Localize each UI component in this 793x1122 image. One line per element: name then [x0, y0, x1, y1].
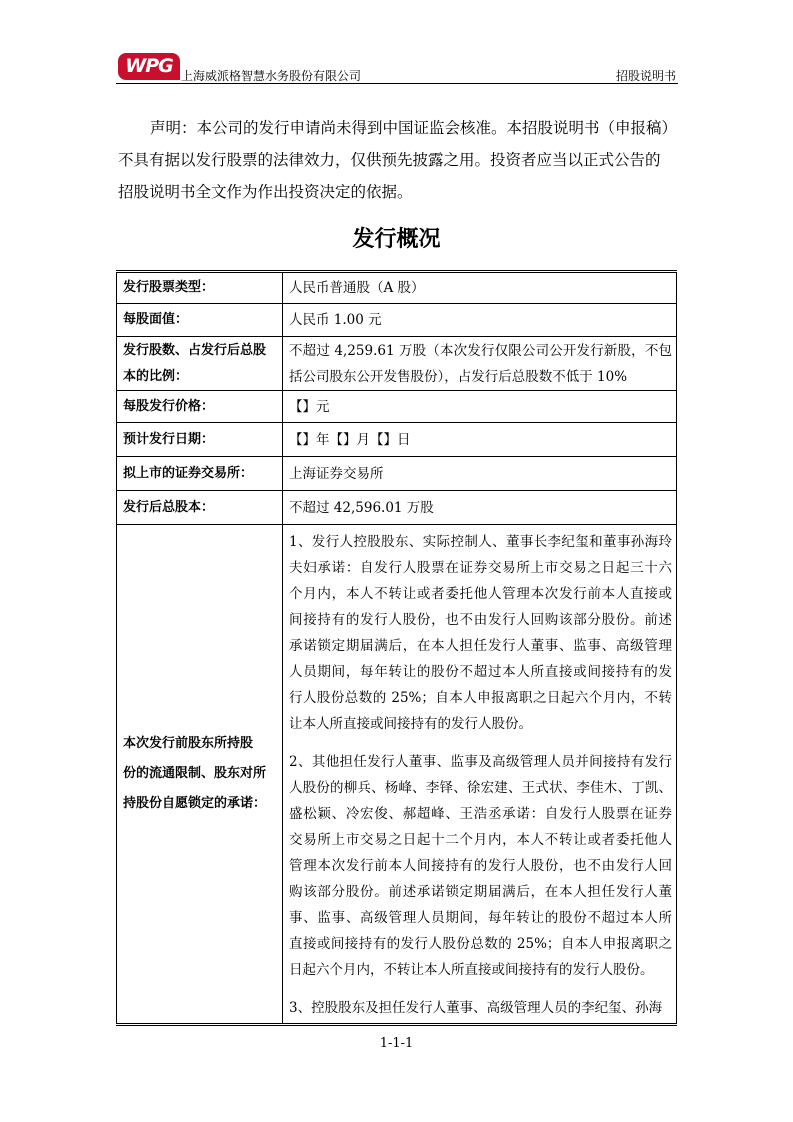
lockup-label	[117, 525, 283, 1025]
header-divider	[116, 83, 678, 84]
row-value	[283, 491, 677, 525]
label-line: 份的流通限制、股东对所	[123, 766, 267, 781]
value-line: 人股份的柳兵、杨峰、李铎、徐宏建、王式状、李佳木、丁凯、	[289, 780, 672, 796]
row-value	[283, 272, 677, 304]
value-line: 人员期间，每年转让的股份不超过本人所直接或间接持有的发	[289, 664, 672, 680]
row-label	[117, 457, 283, 491]
statement	[118, 112, 693, 208]
label-line: 预计发行日期：	[123, 431, 215, 447]
label-line: 本的比例：	[123, 368, 189, 384]
header-doc-type: 招股说明书	[615, 69, 676, 83]
value-line: 日起六个月内，不转让本人所直接或间接持有的发行人股份。	[289, 962, 654, 978]
value-line: 行人股份总数的 25%；自本人申报离职之日起六个月内，不转	[289, 690, 672, 706]
table-row	[117, 272, 677, 304]
label-line: 拟上市的证券交易所：	[123, 465, 254, 481]
lockup-paragraph	[289, 995, 672, 1021]
section-title: 发行概况	[352, 227, 441, 252]
table-row	[117, 457, 677, 491]
table-row	[117, 304, 677, 337]
value-line: 购该部分股份。前述承诺锁定期届满后，在本人担任发行人董	[289, 884, 672, 900]
label-line: 持股份自愿锁定的承诺：	[123, 796, 267, 811]
value-line: 1、发行人控股股东、实际控制人、董事长李纪玺和董事孙海玲	[289, 534, 672, 550]
lockup-value	[283, 525, 677, 1025]
value-line: 个月内，本人不转让或者委托他人管理本次发行前本人直接或	[289, 586, 672, 602]
table-row-lockup	[117, 525, 677, 1025]
lockup-paragraph	[289, 529, 672, 737]
row-label	[117, 272, 283, 304]
value-line: 不超过 4,259.61 万股（本次发行仅限公司公开发行新股，不包	[289, 342, 672, 359]
label-line: 每股发行价格：	[123, 398, 215, 414]
page-number: 1-1-1	[379, 1036, 414, 1051]
value-line: 人民币 1.00 元	[289, 312, 382, 328]
value-line: 不超过 42,596.01 万股	[289, 499, 434, 516]
table-row	[117, 391, 677, 423]
statement-line: 不具有据以发行股票的法律效力，仅供预先披露之用。投资者应当以正式公告的	[118, 151, 661, 169]
lockup-paragraph	[289, 749, 672, 983]
label-line: 发行后总股本：	[123, 499, 215, 515]
value-line: 括公司股东公开发售股份），占发行后总股数不低于 10%	[289, 368, 628, 385]
company-logo: WPG	[118, 53, 180, 80]
label-line: 发行股数、占发行后总股	[123, 342, 267, 358]
row-value	[283, 304, 677, 337]
statement-line: 声明：本公司的发行申请尚未得到中国证监会核准。本招股说明书（申报稿）	[150, 119, 678, 137]
value-line: 【】年【】月【】日	[289, 431, 411, 448]
value-line: 盛松颖、冷宏俊、郝超峰、王浩丞承诺：自发行人股票在证券	[289, 806, 672, 822]
row-value	[283, 337, 677, 391]
table-row	[117, 491, 677, 525]
value-line: 事、监事、高级管理人员期间，每年转让的股份不超过本人所	[289, 910, 672, 926]
value-line: 承诺锁定期届满后，在本人担任发行人董事、监事、高级管理	[289, 638, 672, 654]
row-label	[117, 491, 283, 525]
label-line: 每股面值：	[123, 312, 189, 327]
statement-line: 招股说明书全文作为作出投资决定的依据。	[118, 183, 413, 201]
label-line: 发行股票类型：	[123, 280, 215, 295]
value-line: 【】元	[289, 398, 330, 415]
value-line: 间接持有的发行人股份，也不由发行人回购该部分股份。前述	[289, 612, 672, 628]
label-line: 本次发行前股东所持股	[123, 736, 254, 751]
value-line: 2、其他担任发行人董事、监事及高级管理人员并间接持有发行	[289, 754, 672, 770]
row-value	[283, 423, 677, 457]
offering-table	[116, 270, 677, 1026]
row-label	[117, 304, 283, 337]
value-line: 夫妇承诺：自发行人股票在证券交易所上市交易之日起三十六	[289, 560, 672, 576]
value-line: 让本人所直接或间接持有的发行人股份。	[289, 716, 532, 732]
row-value	[283, 457, 677, 491]
value-line: 直接或间接持有的发行人股份总数的 25%；自本人申报离职之	[289, 936, 672, 952]
value-line: 管理本次发行前本人间接持有的发行人股份，也不由发行人回	[289, 858, 672, 874]
row-value	[283, 391, 677, 423]
header-company: 上海威派格智慧水务股份有限公司	[181, 69, 362, 83]
row-label	[117, 423, 283, 457]
row-label	[117, 391, 283, 423]
value-line: 交易所上市交易之日起十二个月内，本人不转让或者委托他人	[289, 832, 672, 848]
row-label	[117, 337, 283, 391]
value-line: 3、控股股东及担任发行人董事、高级管理人员的李纪玺、孙海	[289, 1000, 663, 1016]
table-row	[117, 337, 677, 391]
table-row	[117, 423, 677, 457]
value-line: 上海证券交易所	[289, 465, 384, 482]
value-line: 人民币普通股（A 股）	[289, 280, 425, 296]
